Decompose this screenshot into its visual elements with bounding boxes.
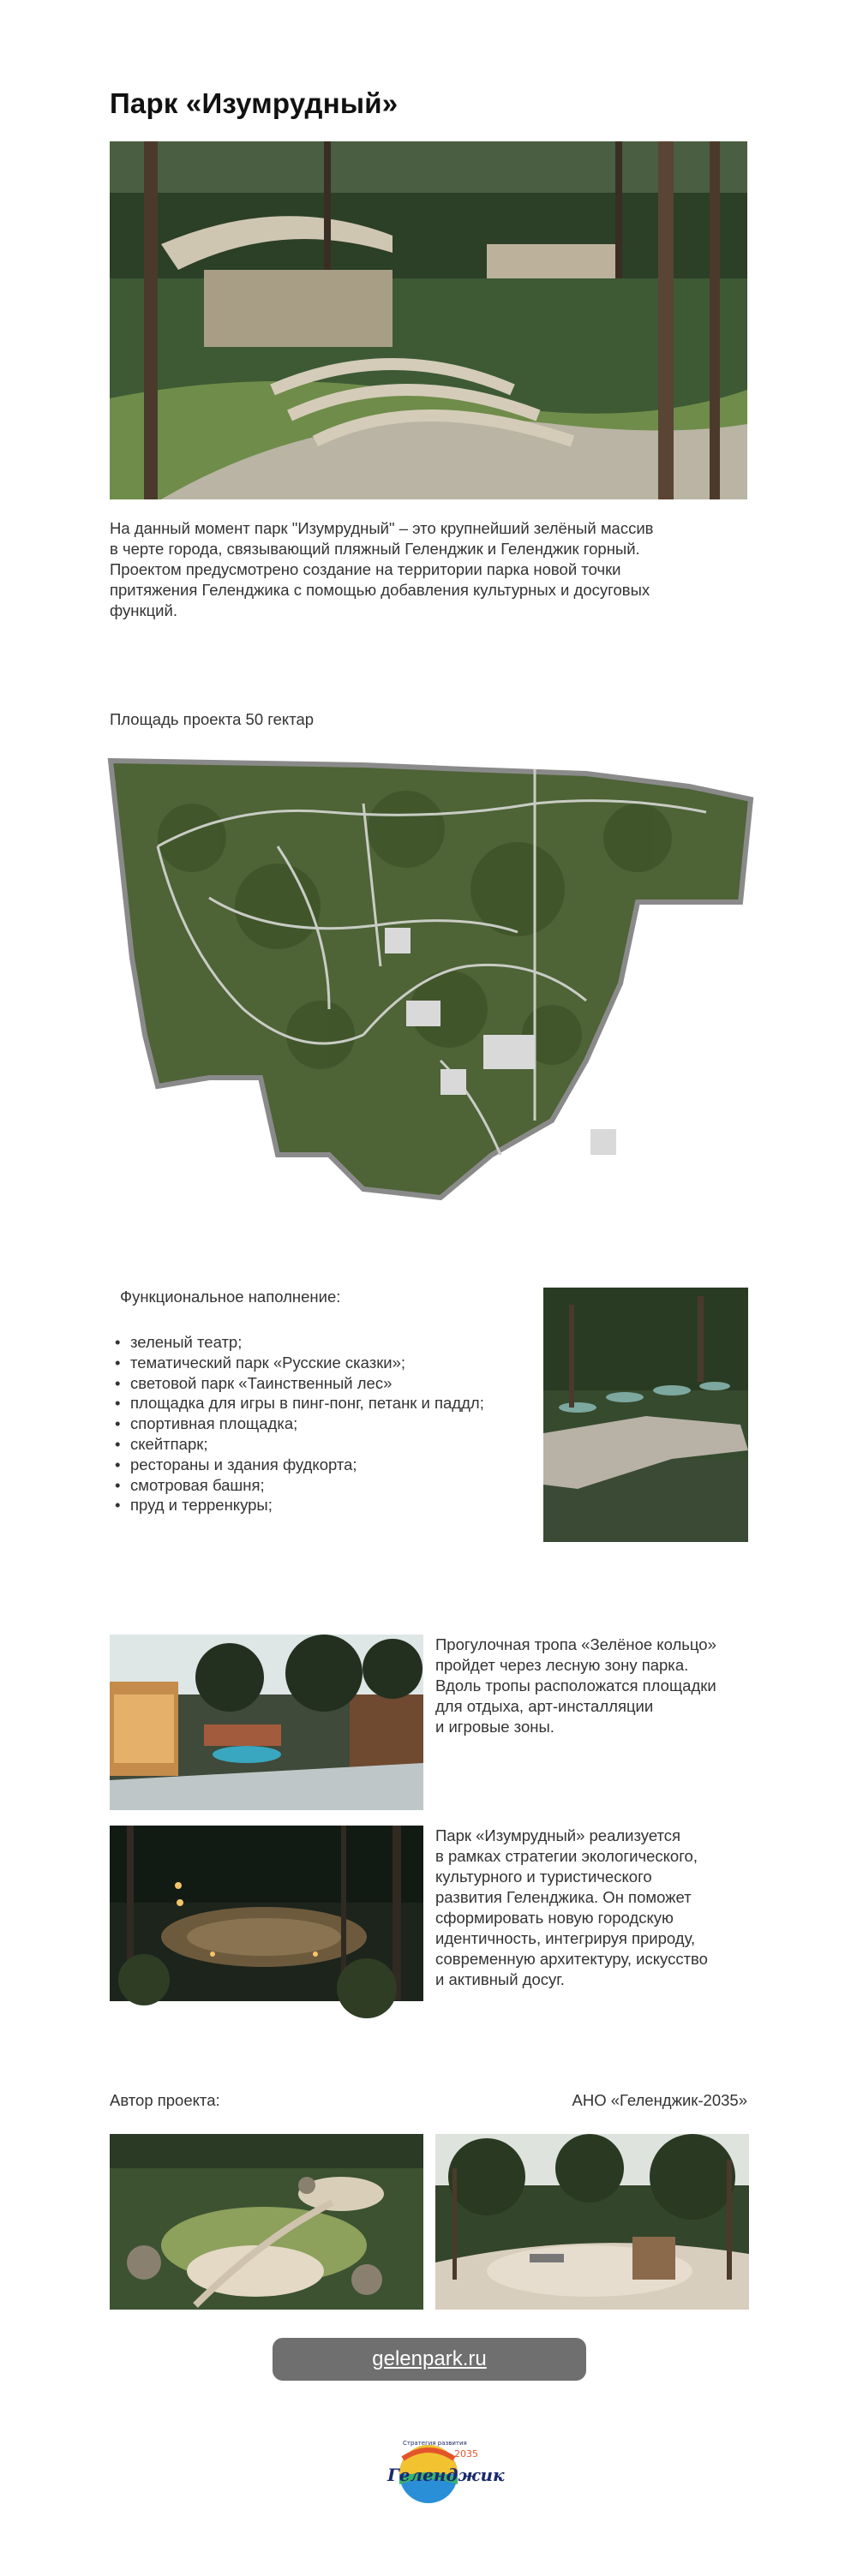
strategy-line: современную архитектуру, искусство [435,1950,708,1968]
list-item: • рестораны и здания фудкорта; [111,1455,557,1475]
logo-arc-text: Стратегия развития [403,2440,467,2447]
list-item: • тематический парк «Русские сказки»; [111,1353,557,1373]
intro-line: На данный момент парк "Изумрудный" – это крупнейший зелёный массив [110,519,654,537]
trail-line: Вдоль тропы расположатся площадки [435,1676,716,1694]
list-item: • зеленый театр; [111,1332,557,1353]
master-plan-map [106,752,751,1193]
website-link-button[interactable]: gelenpark.ru [273,2338,586,2381]
gelendzhik-2035-logo [369,2433,505,2510]
strategy-line: сформировать новую городскую [435,1909,674,1927]
trail-line: для отдыха, арт-инсталляции [435,1697,654,1715]
logo-text: Геленджик [387,2465,505,2485]
intro-paragraph [110,518,747,621]
author-label: Автор проекта: [110,2091,220,2109]
logo-year: 2035 [454,2448,478,2459]
list-item: • спортивная площадка; [111,1414,557,1434]
area-text: Площадь проекта 50 гектар [110,710,315,728]
functions-heading: Функциональное наполнение: [120,1288,341,1306]
restaurant-image [110,1635,423,1810]
functions-list [111,1332,557,1515]
playground-image [435,2134,749,2310]
strategy-line: культурного и туристического [435,1868,652,1886]
pond-image [543,1288,748,1542]
strategy-line: в рамках стратегии экологического, [435,1847,698,1865]
intro-line: в черте города, связывающий пляжный Геленджик и Геленджик горный. [110,540,640,558]
trail-line: пройдет через лесную зону парка. [435,1656,689,1674]
author-name: АНО «Геленджик-2035» [572,2091,747,2109]
trail-paragraph [435,1635,752,1737]
fairy-tale-park-image [110,2134,423,2310]
trail-line: Прогулочная тропа «Зелёное кольцо» [435,1635,716,1653]
strategy-line: Парк «Изумрудный» реализуется [435,1826,681,1844]
strategy-line: развития Геленджика. Он поможет [435,1888,692,1906]
list-item: • скейтпарк; [111,1434,557,1455]
strategy-line: идентичность, интегрируя природу, [435,1929,696,1947]
list-item: • площадка для игры в пинг-понг, петанк и паддл; [111,1393,557,1414]
light-park-image [110,1826,423,2001]
strategy-line: и активный досуг. [435,1970,565,1988]
page-title: Парк «Изумрудный» [110,87,399,119]
trail-line: и игровые зоны. [435,1718,554,1736]
list-item: • световой парк «Таинственный лес» [111,1373,557,1394]
list-item: • пруд и терренкуры; [111,1495,557,1515]
intro-line: функций. [110,601,177,619]
hero-amphitheatre-image [110,141,747,499]
list-item: • смотровая башня; [111,1475,557,1496]
intro-line: Проектом предусмотрено создание на территории парка новой точки [110,560,621,578]
intro-line: притяжения Геленджика с помощью добавления культурных и досуговых [110,581,650,599]
strategy-paragraph [435,1826,752,1990]
